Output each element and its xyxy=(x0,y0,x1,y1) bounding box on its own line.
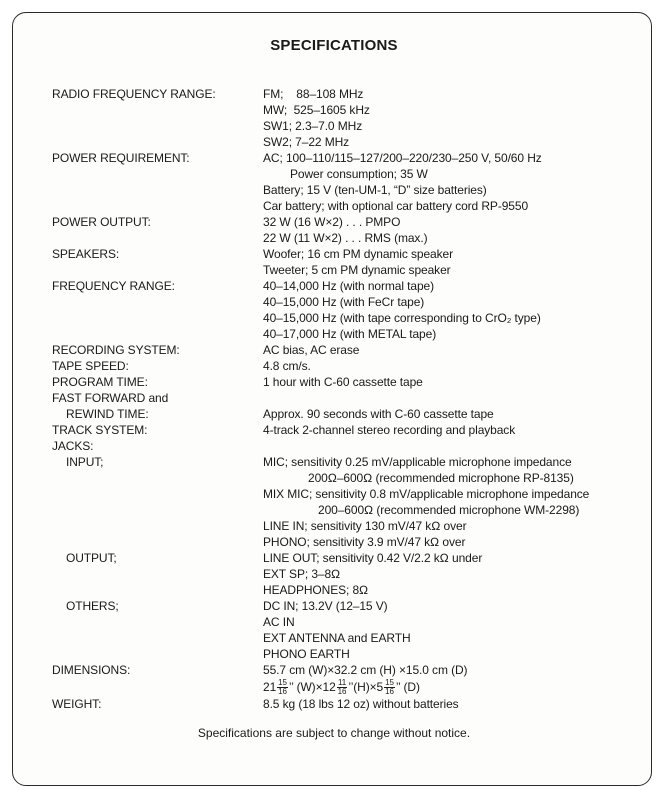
spec-row xyxy=(0,630,668,646)
spec-label: POWER OUTPUT: xyxy=(52,215,151,229)
spec-value: AC IN xyxy=(263,615,295,629)
spec-row xyxy=(0,406,668,422)
footnote: Specifications are subject to change without notice. xyxy=(197,726,471,740)
spec-value: EXT ANTENNA and EARTH xyxy=(263,631,411,645)
spec-row-dimensions-inch xyxy=(0,678,668,696)
spec-row xyxy=(0,534,668,550)
spec-value: 40–14,000 Hz (with normal tape) xyxy=(263,279,434,293)
frac-den: 16 xyxy=(385,687,394,697)
spec-row xyxy=(0,134,668,150)
page-title: SPECIFICATIONS xyxy=(270,37,398,54)
spec-value: LINE IN; sensitivity 130 mV/47 kΩ over xyxy=(263,519,467,533)
dim-h-unit: ’’(H)×5 xyxy=(348,680,384,694)
fraction-d xyxy=(384,679,395,696)
spec-value: AC; 100–110/115–127/200–220/230–250 V, 50/60 Hz xyxy=(263,151,542,165)
spec-value: LINE OUT; sensitivity 0.42 V/2.2 kΩ under xyxy=(263,551,483,565)
spec-row xyxy=(0,550,668,566)
dim-w-whole: 21 xyxy=(263,680,277,694)
spec-label: RADIO FREQUENCY RANGE: xyxy=(52,87,216,101)
spec-value: 55.7 cm (W)×32.2 cm (H) ×15.0 cm (D) xyxy=(263,663,468,677)
spec-label: REWIND TIME: xyxy=(66,407,149,421)
spec-value: Tweeter; 5 cm PM dynamic speaker xyxy=(263,263,451,277)
spec-value: AC bias, AC erase xyxy=(263,343,360,357)
spec-label: TRACK SYSTEM: xyxy=(52,423,148,437)
spec-row xyxy=(0,358,668,374)
spec-value: Car battery; with optional car battery cord RP-9550 xyxy=(263,199,529,213)
spec-row xyxy=(0,598,668,614)
spec-value: 40–17,000 Hz (with METAL tape) xyxy=(263,327,437,341)
spec-value: EXT SP; 3–8Ω xyxy=(263,567,341,581)
spec-label: OUTPUT; xyxy=(66,551,117,565)
spec-row xyxy=(0,646,668,662)
spec-value-inch xyxy=(263,678,420,696)
spec-row xyxy=(0,246,668,262)
spec-row xyxy=(0,262,668,278)
spec-row xyxy=(0,582,668,598)
spec-value: 4-track 2-channel stereo recording and playback xyxy=(263,423,516,437)
spec-row xyxy=(0,102,668,118)
spec-value: 8.5 kg (18 lbs 12 oz) without batteries xyxy=(263,697,459,712)
spec-row xyxy=(0,294,668,310)
spec-row xyxy=(0,198,668,214)
spec-row xyxy=(0,662,668,678)
spec-label: JACKS: xyxy=(52,439,94,453)
spec-label: WEIGHT: xyxy=(52,697,102,712)
spec-label: PROGRAM TIME: xyxy=(52,375,148,389)
spec-label: RECORDING SYSTEM: xyxy=(52,343,180,357)
spec-row xyxy=(0,310,668,326)
spec-row xyxy=(0,518,668,534)
spec-row xyxy=(0,150,668,166)
dim-d-unit: ’’ (D) xyxy=(395,680,420,694)
spec-table xyxy=(0,86,668,712)
spec-label: FAST FORWARD and xyxy=(52,391,169,405)
spec-value: Woofer; 16 cm PM dynamic speaker xyxy=(263,247,453,261)
spec-value: Battery; 15 V (ten-UM-1, “D” size batteries) xyxy=(263,183,487,197)
spec-value: PHONO; sensitivity 3.9 mV/47 kΩ over xyxy=(263,535,466,549)
spec-row xyxy=(0,614,668,630)
spec-value: 32 W (16 W×2) . . . PMPO xyxy=(263,215,401,229)
spec-value: 40–15,000 Hz (with FeCr tape) xyxy=(263,295,425,309)
spec-row xyxy=(0,166,668,182)
dim-w-unit: ’’ (W)×12 xyxy=(288,680,336,694)
spec-label: SPEAKERS: xyxy=(52,247,120,261)
spec-value: 1 hour with C-60 cassette tape xyxy=(263,375,423,389)
spec-row xyxy=(0,182,668,198)
spec-value: MIX MIC; sensitivity 0.8 mV/applicable microphone impedance xyxy=(263,487,590,501)
spec-value: 40–15,000 Hz (with tape corresponding to CrO₂ type) xyxy=(263,311,541,325)
spec-label: FREQUENCY RANGE: xyxy=(52,279,175,293)
spec-row xyxy=(0,390,668,406)
spec-row xyxy=(0,438,668,454)
frac-num: 15 xyxy=(278,678,287,688)
spec-row xyxy=(0,326,668,342)
spec-value: Approx. 90 seconds with C-60 cassette tape xyxy=(263,407,494,421)
spec-value: PHONO EARTH xyxy=(263,647,350,661)
spec-value: 4.8 cm/s. xyxy=(263,359,311,373)
spec-row xyxy=(0,502,668,518)
spec-row xyxy=(0,118,668,134)
frac-num: 11 xyxy=(337,678,347,688)
spec-row xyxy=(0,422,668,438)
frac-num: 15 xyxy=(385,678,394,688)
spec-row xyxy=(0,470,668,486)
spec-row xyxy=(0,214,668,230)
spec-value: FM; 88–108 MHz xyxy=(263,87,364,101)
spec-label: POWER REQUIREMENT: xyxy=(52,151,190,165)
spec-value: DC IN; 13.2V (12–15 V) xyxy=(263,599,388,613)
fraction-h xyxy=(337,679,348,696)
spec-row xyxy=(0,230,668,246)
spec-value: 200Ω–600Ω (recommended microphone RP-8135) xyxy=(308,471,574,485)
spec-value: Power consumption; 35 W xyxy=(290,167,428,181)
spec-value: SW2; 7–22 MHz xyxy=(263,135,350,149)
spec-label: TAPE SPEED: xyxy=(52,359,129,373)
spec-row xyxy=(0,86,668,102)
spec-value: MIC; sensitivity 0.25 mV/applicable microphone impedance xyxy=(263,455,572,469)
spec-row xyxy=(0,696,668,712)
spec-label: DIMENSIONS: xyxy=(52,663,131,677)
spec-value: MW; 525–1605 kHz xyxy=(263,103,370,117)
spec-row xyxy=(0,374,668,390)
spec-row xyxy=(0,342,668,358)
spec-row xyxy=(0,454,668,470)
spec-value: SW1; 2.3–7.0 MHz xyxy=(263,119,363,133)
spec-row xyxy=(0,278,668,294)
spec-value: HEADPHONES; 8Ω xyxy=(263,583,369,597)
spec-row xyxy=(0,566,668,582)
fraction-w xyxy=(277,679,288,696)
spec-label: INPUT; xyxy=(66,455,104,469)
frac-den: 16 xyxy=(278,687,287,697)
spec-value: 22 W (11 W×2) . . . RMS (max.) xyxy=(263,231,428,245)
spec-label: OTHERS; xyxy=(66,599,119,613)
spec-row xyxy=(0,486,668,502)
spec-value: 200–600Ω (recommended microphone WM-2298) xyxy=(318,503,580,517)
frac-den: 16 xyxy=(337,687,347,697)
